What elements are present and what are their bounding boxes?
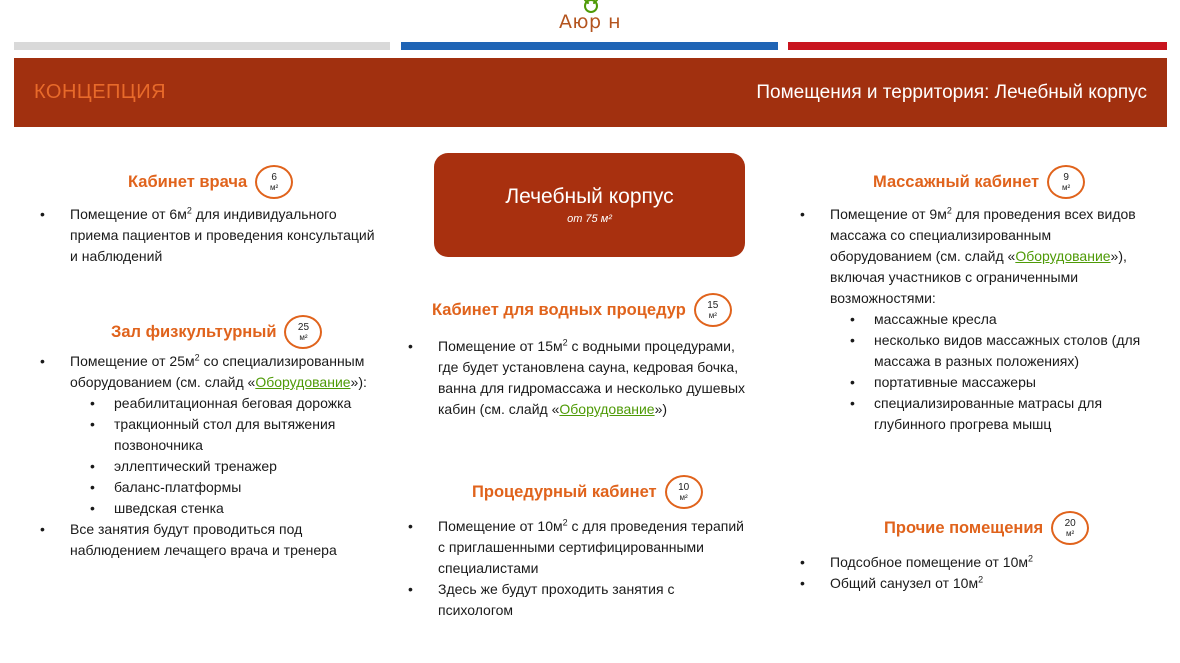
doctor-office-title: Кабинет врача xyxy=(128,172,248,191)
area-badge: 9 м² xyxy=(1047,165,1085,199)
area-badge: 15 м² xyxy=(694,293,732,327)
doctor-office-list xyxy=(38,204,378,267)
list-item: • Помещение от $10м^2$ с для проведения терапий с приглашенными сертифицированными специалистами xyxy=(406,516,751,579)
doctor-office-heading xyxy=(128,165,293,199)
logo-text: Аюр н xyxy=(558,11,621,33)
list-item: • Помещение от $9м^2$ для проведения всех видов массажа со специализированным оборудованием (см. слайд «Оборудование»), включая участников с ограниченными возможностями: • массажные кресла • несколько видов массажных столов (для массажа в разных положениях) • портативные массажеры • специализированные матрасы для глубинного прогрева мышц xyxy=(798,204,1150,435)
other-rooms-heading xyxy=(884,511,1089,545)
equipment-link[interactable]: Оборудование xyxy=(559,401,655,417)
area-badge: 6 м² xyxy=(255,165,293,199)
list-item: • реабилитационная беговая дорожка xyxy=(90,393,383,414)
list-item: • Помещение от $6м^2$ для индивидуального приема пациентов и проведения консультаций и наблюдений xyxy=(38,204,378,267)
other-rooms-title: Прочие помещения xyxy=(884,518,1044,537)
section-label: КОНЦЕПЦИЯ xyxy=(34,81,167,103)
other-rooms-list xyxy=(798,552,1150,594)
list-item: • несколько видов массажных столов (для массажа в разных положениях) xyxy=(850,330,1150,372)
list-item: • шведская стенка xyxy=(90,498,383,519)
main-building-box xyxy=(434,153,745,257)
stripe-red xyxy=(788,42,1167,50)
list-item: • Общий санузел от $10м^2$ xyxy=(798,573,1150,594)
stripe-blue xyxy=(401,42,778,50)
list-item: • Подсобное помещение от $10м^2$ xyxy=(798,552,1150,573)
water-room-list xyxy=(406,336,751,420)
equipment-link[interactable]: Оборудование xyxy=(255,374,351,390)
area-badge: 20 м² xyxy=(1051,511,1089,545)
company-logo xyxy=(542,4,638,40)
massage-room-list xyxy=(798,204,1150,435)
list-item: • специализированные матрасы для глубинного прогрева мышц xyxy=(850,393,1150,435)
list-item: • Помещение от $15м^2$ с водными процедурами, где будет установлена сауна, кедровая бочка, ванна для гидромассажа и несколько душевых кабин (см. слайд «Оборудование») xyxy=(406,336,751,420)
gym-title: Зал физкультурный xyxy=(111,322,277,341)
water-room-heading xyxy=(432,293,732,327)
list-item: • Все занятия будут проводиться под наблюдением лечащего врача и тренера xyxy=(38,519,383,561)
stripe-gray xyxy=(14,42,390,50)
list-item: • эллептический тренажер xyxy=(90,456,383,477)
list-item: • Помещение от $25м^2$ со специализированным оборудованием (см. слайд «Оборудование»): • реабилитационная беговая дорожка • тракционный стол для вытяжения позвоночника • эллептический тренажер • баланс-платформы • шведская стенка xyxy=(38,351,383,519)
water-room-title: Кабинет для водных процедур xyxy=(432,300,686,319)
procedure-room-list xyxy=(406,516,751,621)
main-building-area: от 75 м² xyxy=(567,213,612,225)
gym-list xyxy=(38,351,383,561)
equipment-link[interactable]: Оборудование xyxy=(1015,248,1111,264)
massage-equipment-list xyxy=(830,309,1150,435)
procedure-room-title: Процедурный кабинет xyxy=(472,482,657,501)
header-banner xyxy=(14,58,1167,127)
area-badge: 25 м² xyxy=(284,315,322,349)
list-item: • портативные массажеры xyxy=(850,372,1150,393)
list-item: • массажные кресла xyxy=(850,309,1150,330)
page-title: Помещения и территория: Лечебный корпус xyxy=(756,81,1147,103)
gym-heading xyxy=(111,315,322,349)
list-item: • Здесь же будут проходить занятия с психологом xyxy=(406,579,751,621)
list-item: • баланс-платформы xyxy=(90,477,383,498)
gym-equipment-list xyxy=(70,393,383,519)
main-building-title: Лечебный корпус xyxy=(505,185,674,208)
procedure-room-heading xyxy=(472,475,703,509)
leaf-icon xyxy=(580,0,602,14)
massage-room-title: Массажный кабинет xyxy=(873,172,1040,191)
area-badge: 10 м² xyxy=(665,475,703,509)
list-item: • тракционный стол для вытяжения позвоночника xyxy=(90,414,383,456)
massage-room-heading xyxy=(873,165,1085,199)
